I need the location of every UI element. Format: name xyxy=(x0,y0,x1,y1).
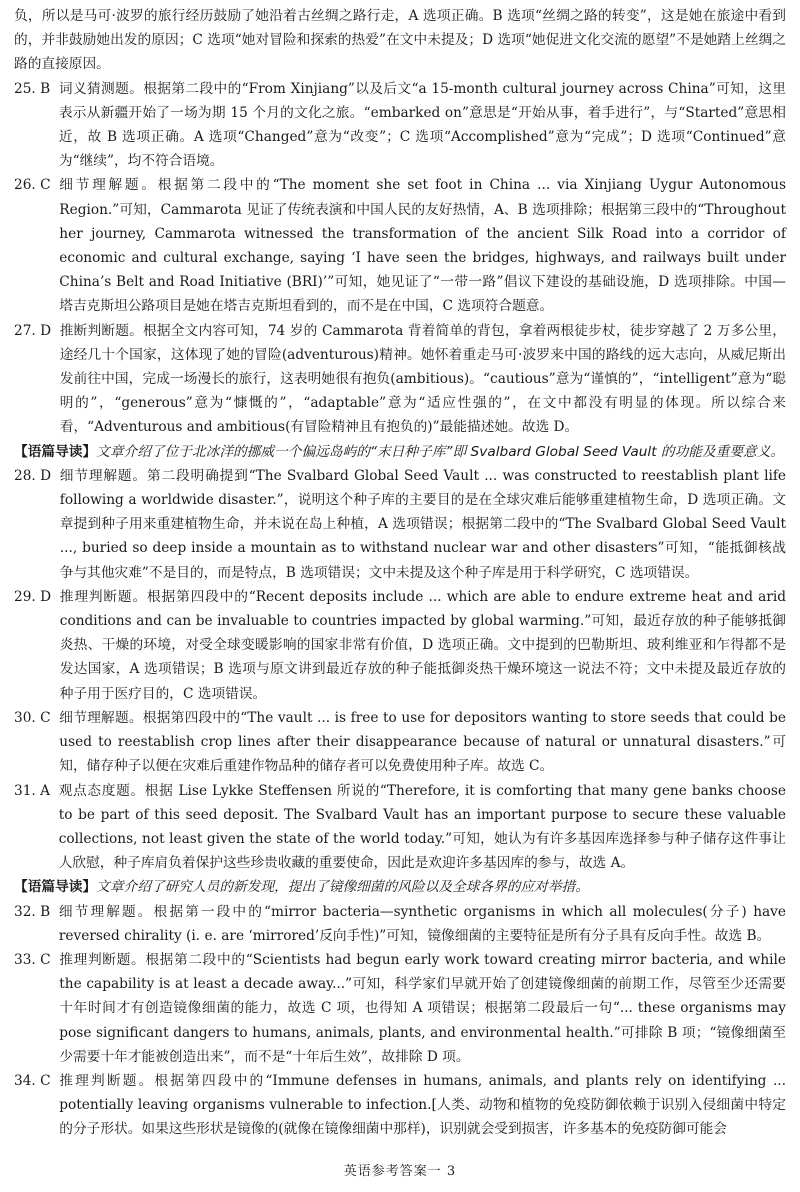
guide-tag: 【语篇导读】 xyxy=(14,443,97,460)
page-footer: 英语参考答案一 3 xyxy=(343,1164,457,1179)
answer-number: 32. B xyxy=(14,903,59,920)
answer-item xyxy=(14,173,786,318)
answer-explanation: 细节理解题。第二段明确提到“The Svalbard Global Seed Vault ... was constructed to reestablish plant life following a worldwide disaster.”，说明这个种子库的主要目的是在全球灾难后能够重建植物生命，D 选项正确。文章提到种子用来重建植物生命，并未说在岛上种植，A 选项错误；根据第二段中的“The Svalbard Global Seed Vault ..., buried so deep inside a mountain as to withstand nuclear war and other disasters”可知，“能抵御核战争与其他灾难”不是目的，而是特点，B 选项错误；文中未提及这个种子库是用于科学研究，C 选项错误。 xyxy=(59,467,786,581)
answer-item xyxy=(14,77,786,174)
answer-item xyxy=(14,900,786,948)
answer-item xyxy=(14,464,786,585)
answer-number: 28. D xyxy=(14,467,60,484)
answer-item xyxy=(14,706,786,779)
answer-number: 31. A xyxy=(14,782,59,799)
answers-part-3 xyxy=(14,900,786,1142)
answer-explanation: 词义猜测题。根据第二段中的“From Xinjiang”以及后文“a 15-month cultural journey across China”可知，这里表示从新疆开始了一场为期 15 个月的文化之旅。“embarked on”意思是“开始从事，着手进行”，与“Started”意思相近，故 B 选项正确。A 选项“Changed”意为“改变”；C 选项“Accomplished”意为“完成”；D 选项“Continued”意为“继续”，均不符合语境。 xyxy=(58,80,786,170)
answer-number: 27. D xyxy=(14,322,60,339)
guide-tag: 【语篇导读】 xyxy=(14,879,97,896)
answer-explanation: 推断判断题。根据全文内容可知，74 岁的 Cammarota 背着简单的背包，拿着两根徒步杖，徒步穿越了 2 万多公里，途经几十个国家，这体现了她的冒险(adventurous)精神。她怀着重走马可·波罗来中国的路线的远大志向，从威尼斯出发前往中国，完成一场漫长的旅行，这表明她很有抱负(ambitious)。“cautious”意为“谨慎的”，“intelligent”意为“聪明的”，“generous”意为“慷慨的”，“adaptable”意为“适应性强的”，在文中都没有明显的体现。所以综合来看，“Adventurous and ambitious(有冒险精神且有抱负的)”最能描述她。故选 D。 xyxy=(59,322,786,436)
answer-explanation: 观点态度题。根据 Lise Lykke Steffensen 所说的“Therefore, it is comforting that many gene banks choose to be part of this seed deposit. The Svalbard Vault has an important purpose to secure these valuable collections, not least given the state of the world today.”可知，她认为有许多基因库选择参与种子储存这件事让人欣慰，种子库肩负着保护这些珍贵收藏的重要使命，因此是欢迎许多基因库的参与，故选 A。 xyxy=(58,782,786,872)
answer-item xyxy=(14,948,786,1069)
answer-item xyxy=(14,319,786,440)
reading-guide-2 xyxy=(14,875,786,899)
answer-number: 34. C xyxy=(14,1072,60,1089)
answer-explanation: 推理判断题。根据第四段中的“Immune defenses in humans, animals, and plants rely on identifying ... potentially leaving organisms vulnerable to infection.[人类、动物和植物的免疫防御依赖于识别入侵细菌中特定的分子形状。如果这些形状是镜像的(就像在镜像细菌中那样)，识别就会受到损害，许多基本的免疫防御可能会 xyxy=(59,1072,786,1138)
guide-text: 文章介绍了位于北冰洋的挪威一个偏远岛屿的“末日种子库”即 Svalbard Global Seed Vault 的功能及重要意义。 xyxy=(96,443,785,460)
reading-guide-1 xyxy=(14,440,786,464)
answer-explanation: 细节理解题。根据第二段中的“The moment she set foot in China ... via Xinjiang Uygur Autonomous Region.”可知，Cammarota 见证了传统表演和中国人民的友好热情，A、B 选项排除；根据第三段中的“Throughout her journey, Cammarota witnessed the transformation of the ancient Silk Road into a corridor of economic and cultural exchange, saying ‘I have seen the bridges, highways, and railways built under China’s Belt and Road Initiative (BRI)’”可知，她见证了“一带一路”倡议下建设的基础设施，D 选项排除。中国—塔吉克斯坦公路项目是她在塔吉克斯坦看到的，而不是在中国，C 选项符合题意。 xyxy=(59,177,786,315)
answer-item xyxy=(14,585,786,706)
answer-number: 30. C xyxy=(14,709,60,726)
answer-number: 33. C xyxy=(14,951,60,968)
answer-explanation: 细节理解题。根据第四段中的“The vault ... is free to use for depositors wanting to store seeds that could be used to reestablish crop lines after their disappearance because of natural or unnatural disasters.”可知，储存种子以便在灾难后重建作物品种的储存者可以免费使用种子库。故选 C。 xyxy=(59,709,786,775)
answer-item xyxy=(14,779,786,876)
answer-explanation: 细节理解题。根据第一段中的“mirror bacteria—synthetic organisms in which all molecules(分子) have reversed chirality (i. e. are ‘mirrored’反向手性)”可知，镜像细菌的主要特征是所有分子具有反向手性。故选 B。 xyxy=(58,903,786,944)
answer-explanation: 推理判断题。根据第四段中的“Recent deposits include ... which are able to endure extreme heat and arid conditions and can be invaluable to countries impacted by global warming.”可知，最近存放的种子能够抵御炎热、干燥的环境，对受全球变暖影响的国家非常有价值，D 选项正确。文中提到的巴勒斯坦、玻利维亚和乍得都不是发达国家，A 选项错误；B 选项与原文讲到最近存放的种子能抵御炎热干燥环境这一说法不符；文中未提及最近存放的种子用于医疗目的，C 选项错误。 xyxy=(59,588,786,702)
answer-item xyxy=(14,1069,786,1142)
answer-number: 29. D xyxy=(14,588,60,605)
answers-part-1 xyxy=(14,77,786,440)
answer-number: 25. B xyxy=(14,80,59,97)
answer-number: 26. C xyxy=(14,177,60,194)
answer-explanation: 推理判断题。根据第二段中的“Scientists had begun early work toward creating mirror bacteria, and while the capability is at least a decade away...”可知，科学家们早就开始了创建镜像细菌的前期工作，尽管至少还需要十年时间才有创造镜像细菌的能力，故选 C 项，也得知 A 项错误；根据第二段最后一句“... these organisms may pose significant dangers to humans, animals, plants, and environmental health.”可排除 B 项；“镜像细菌至少需要十年才能被创造出来”，而不是“十年后生效”，故排除 D 项。 xyxy=(59,951,786,1065)
answers-part-2 xyxy=(14,464,786,875)
lead-paragraph: 负，所以是马可·波罗的旅行经历鼓励了她沿着古丝绸之路行走，A 选项正确。B 选项“丝绸之路的转变”，这是她在旅途中看到的，并非鼓励她出发的原因；C 选项“她对冒险和探索的热爱”在文中未提及；D 选项“她促进文化交流的愿望”不是她踏上丝绸之路的直接原因。 xyxy=(14,8,786,73)
guide-text: 文章介绍了研究人员的新发现，提出了镜像细菌的风险以及全球各界的应对举措。 xyxy=(96,879,589,896)
answer-key-page xyxy=(14,4,786,1142)
